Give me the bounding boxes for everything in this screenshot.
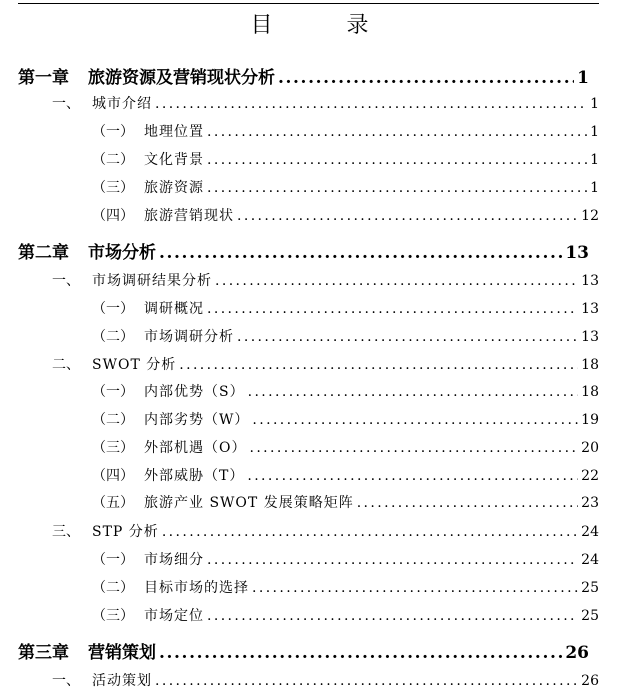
toc-entry-section[interactable] (52, 521, 599, 541)
toc-entry-page-number: 26 (565, 643, 589, 663)
toc-entry-label: 旅游产业 SWOT 发展策略矩阵 (144, 495, 354, 511)
toc-entry-page-number: 26 (581, 673, 599, 689)
toc-entry-page-number: 12 (581, 208, 599, 224)
toc-entry-page-number: 1 (590, 180, 599, 196)
dot-leader (207, 552, 578, 568)
dot-leader (237, 208, 578, 224)
dot-leader (155, 96, 587, 112)
toc-entry-subsection[interactable] (92, 465, 599, 485)
toc-entry-section[interactable] (52, 354, 599, 374)
toc-entry-label: 城市介绍 (92, 96, 152, 112)
toc-entry-number: （一） (92, 552, 134, 568)
toc-entry-page-number: 18 (581, 357, 599, 373)
dot-leader (278, 68, 574, 88)
toc-entry-subsection[interactable] (92, 549, 599, 569)
dot-leader (162, 524, 578, 540)
toc-entry-subsection[interactable] (92, 298, 599, 318)
toc-entry-page-number: 25 (581, 580, 599, 596)
toc-entry-number: （二） (92, 152, 134, 168)
toc-entry-subsection[interactable] (92, 326, 599, 346)
dot-leader (207, 124, 587, 140)
toc-entry-label: 市场分析 (88, 243, 156, 263)
toc-entry-label: 市场调研结果分析 (92, 273, 212, 289)
toc-entry-label: 目标市场的选择 (144, 580, 249, 596)
toc-entry-subsection[interactable] (92, 437, 599, 457)
dot-leader (252, 580, 578, 596)
toc-entry-page-number: 20 (581, 440, 599, 456)
toc-entry-page-number: 13 (581, 273, 599, 289)
toc-entry-page-number: 23 (581, 495, 599, 511)
toc-entry-label: STP 分析 (92, 524, 159, 540)
dot-leader (252, 412, 578, 428)
toc-entry-subsection[interactable] (92, 381, 599, 401)
dot-leader (247, 468, 578, 484)
toc-entry-number: （一） (92, 384, 134, 400)
toc-entry-label: 内部劣势（W） (144, 412, 250, 428)
toc-entry-page-number: 19 (581, 412, 599, 428)
toc-entry-subsection[interactable] (92, 577, 599, 597)
toc-entry-page-number: 13 (581, 329, 599, 345)
toc-entry-label: 地理位置 (144, 124, 204, 140)
toc-entry-subsection[interactable] (92, 121, 599, 141)
dot-leader (207, 152, 587, 168)
toc-entry-chapter[interactable] (18, 63, 589, 88)
toc-entry-label: 内部优势（S） (144, 384, 245, 400)
toc-entry-number: （二） (92, 412, 134, 428)
toc-entry-label: 营销策划 (88, 643, 156, 663)
toc-entry-number: 第三章 (18, 643, 69, 663)
toc-entry-page-number: 1 (590, 124, 599, 140)
toc-entry-number: （二） (92, 580, 134, 596)
toc-entry-number: （三） (92, 608, 134, 624)
toc-entry-number: （四） (92, 208, 134, 224)
toc-entry-label: 外部机遇（O） (144, 440, 247, 456)
toc-entry-page-number: 13 (581, 301, 599, 317)
page-title: 目 录 (250, 13, 395, 38)
toc-entry-number: 一、 (52, 673, 80, 689)
toc-entry-page-number: 24 (581, 524, 599, 540)
toc-entry-chapter[interactable] (18, 638, 589, 663)
toc-entry-subsection[interactable] (92, 177, 599, 197)
toc-entry-subsection[interactable] (92, 205, 599, 225)
toc-entry-number: （一） (92, 124, 134, 140)
toc-entry-number: 三、 (52, 524, 80, 540)
dot-leader (357, 495, 578, 511)
toc-entry-number: 一、 (52, 273, 80, 289)
toc-entry-section[interactable] (52, 270, 599, 290)
toc-entry-number: （五） (92, 495, 134, 511)
toc-entry-page-number: 18 (581, 384, 599, 400)
dot-leader (237, 329, 578, 345)
top-rule (18, 3, 599, 4)
toc-entry-subsection[interactable] (92, 605, 599, 625)
toc-entry-number: 一、 (52, 96, 80, 112)
toc-entry-label: 活动策划 (92, 673, 152, 689)
toc-entry-section[interactable] (52, 670, 599, 690)
toc-entry-chapter[interactable] (18, 238, 589, 263)
toc-entry-number: 第二章 (18, 243, 69, 263)
dot-leader (248, 384, 579, 400)
toc-entry-page-number: 1 (590, 152, 599, 168)
toc-entry-label: 旅游资源及营销现状分析 (88, 68, 275, 88)
dot-leader (179, 357, 578, 373)
toc-entry-page-number: 22 (581, 468, 599, 484)
toc-entry-label: 市场定位 (144, 608, 204, 624)
toc-entry-page-number: 25 (581, 608, 599, 624)
toc-entry-label: 旅游资源 (144, 180, 204, 196)
toc-entry-label: SWOT 分析 (92, 357, 177, 373)
toc-entry-subsection[interactable] (92, 409, 599, 429)
dot-leader (215, 273, 578, 289)
dot-leader (159, 243, 562, 263)
toc-entry-label: 市场调研分析 (144, 329, 234, 345)
dot-leader (207, 608, 578, 624)
toc-entry-page-number: 1 (590, 96, 599, 112)
toc-entry-label: 外部威胁（T） (144, 468, 245, 484)
dot-leader (249, 440, 578, 456)
toc-entry-number: （三） (92, 180, 134, 196)
dot-leader (155, 673, 578, 689)
toc-entry-section[interactable] (52, 93, 599, 113)
toc-entry-page-number: 13 (565, 243, 589, 263)
toc-entry-subsection[interactable] (92, 492, 599, 512)
toc-entry-number: （四） (92, 468, 134, 484)
dot-leader (207, 301, 578, 317)
toc-entry-number: （一） (92, 301, 134, 317)
toc-entry-label: 调研概况 (144, 301, 204, 317)
toc-entry-label: 市场细分 (144, 552, 204, 568)
toc-entry-number: （二） (92, 329, 134, 345)
toc-entry-number: （三） (92, 440, 134, 456)
dot-leader (159, 643, 562, 663)
toc-entry-number: 第一章 (18, 68, 69, 88)
toc-entry-page-number: 1 (577, 68, 589, 88)
dot-leader (207, 180, 587, 196)
toc-entry-label: 文化背景 (144, 152, 204, 168)
toc-entry-page-number: 24 (581, 552, 599, 568)
toc-entry-label: 旅游营销现状 (144, 208, 234, 224)
toc-entry-number: 二、 (52, 357, 80, 373)
toc-entry-subsection[interactable] (92, 149, 599, 169)
